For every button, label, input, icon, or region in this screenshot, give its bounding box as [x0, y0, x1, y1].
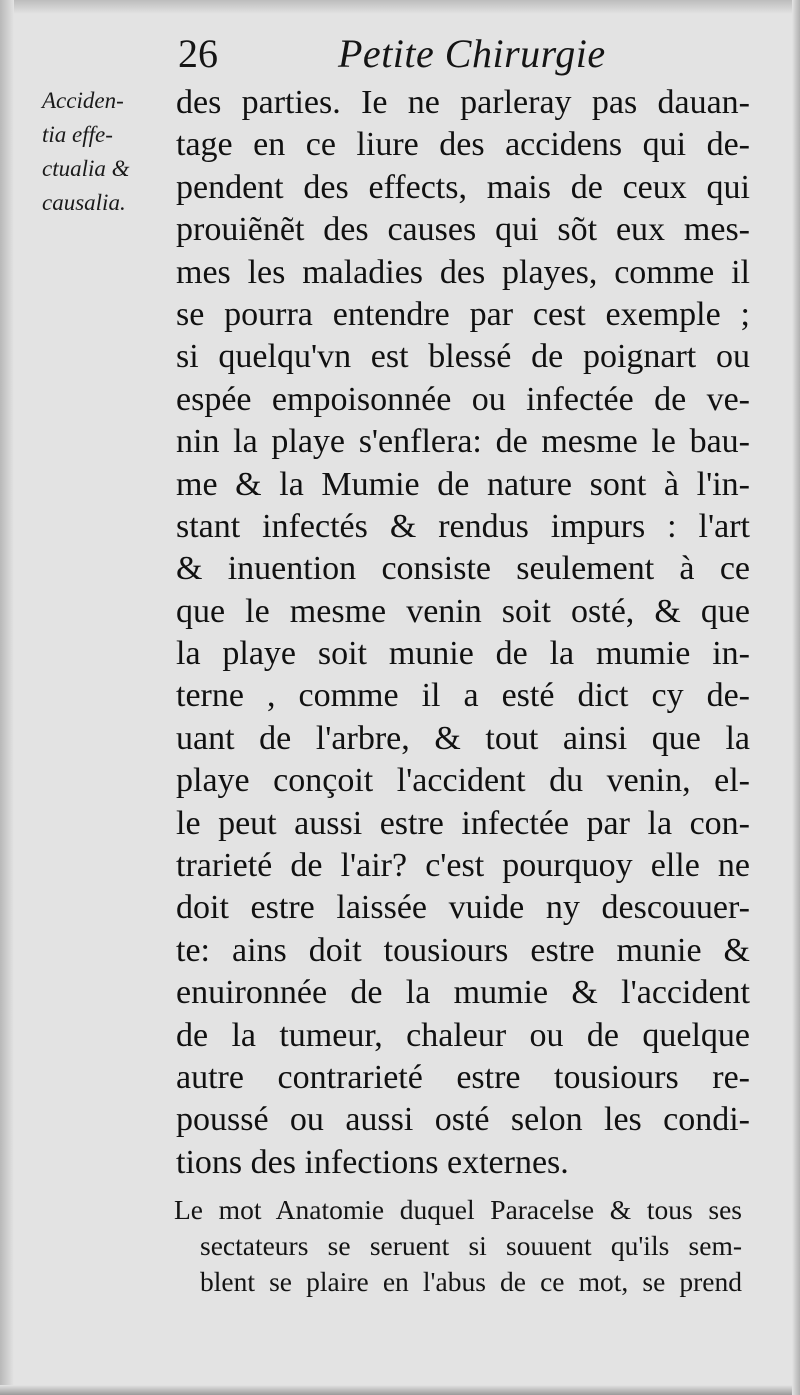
footnote-line: Le mot Anatomie duquel Paracelse & tous ses	[174, 1194, 742, 1225]
body-line: enuironnée de la mumie & l'accident	[176, 974, 750, 1012]
running-head: Petite Chirurgie	[338, 31, 606, 76]
body-text	[176, 82, 750, 1184]
body-line: & inuention consiste seulement à ce	[176, 550, 750, 588]
marginal-note-line: tia effe-	[42, 122, 113, 147]
marginal-note-line: Acciden-	[42, 88, 124, 113]
body-line: de la tumeur, chaleur ou de quelque	[176, 1016, 750, 1054]
marginal-note-line: ctualia &	[42, 156, 130, 181]
body-line: la playe soit munie de la mumie in-	[176, 635, 750, 673]
body-line: doit estre laissée vuide ny descouuer-	[176, 889, 750, 927]
body-line: mes les maladies des playes, comme il	[176, 253, 750, 291]
marginal-note-line: causalia.	[42, 190, 126, 215]
body-line: tage en ce liure des accidens qui de-	[176, 126, 750, 164]
body-line: se pourra entendre par cest exemple ;	[176, 295, 750, 333]
body-line: si quelqu'vn est blessé de poignart ou	[176, 338, 750, 376]
body-line: pendent des effects, mais de ceux qui	[176, 168, 750, 206]
body-line: trarieté de l'air? c'est pourquoy elle ne	[176, 847, 750, 885]
body-line: que le mesme venin soit osté, & que	[176, 592, 750, 630]
body-line: autre contrarieté estre tousiours re-	[176, 1058, 750, 1096]
footnote-line: sectateurs se seruent si souuent qu'ils sem-	[200, 1230, 742, 1261]
page-header	[170, 22, 770, 82]
body-line: playe conçoit l'accident du venin, el-	[176, 762, 750, 800]
body-line: le peut aussi estre infectée par la con-	[176, 804, 750, 842]
body-line: te: ains doit tousiours estre munie &	[176, 931, 750, 969]
page-edge-shadow-top	[0, 0, 800, 14]
page-edge-shadow-right	[792, 0, 800, 1395]
page-edge-shadow-left	[0, 0, 14, 1395]
body-line: espée empoisonnée ou infectée de ve-	[176, 380, 750, 418]
body-line: prouiẽnẽt des causes qui sõt eux mes-	[176, 211, 750, 249]
body-line: stant infectés & rendus impurs : l'art	[176, 507, 750, 545]
marginal-note	[42, 84, 172, 220]
body-line: terne , comme il a esté dict cy de-	[176, 677, 750, 715]
footnote-line: blent se plaire en l'abus de ce mot, se prend	[200, 1266, 742, 1297]
body-line: uant de l'arbre, & tout ainsi que la	[176, 719, 750, 757]
body-line: tions des infections externes.	[176, 1143, 569, 1181]
body-line: nin la playe s'enflera: de mesme le bau-	[176, 423, 750, 461]
body-line: des parties. Ie ne parleray pas dauan-	[176, 84, 750, 121]
body-line: poussé ou aussi osté selon les condi-	[176, 1101, 750, 1139]
footnote	[174, 1192, 742, 1300]
body-line: me & la Mumie de nature sont à l'in-	[176, 465, 750, 503]
page-edge-shadow-bottom	[0, 1385, 800, 1395]
page-number: 26	[178, 31, 218, 76]
